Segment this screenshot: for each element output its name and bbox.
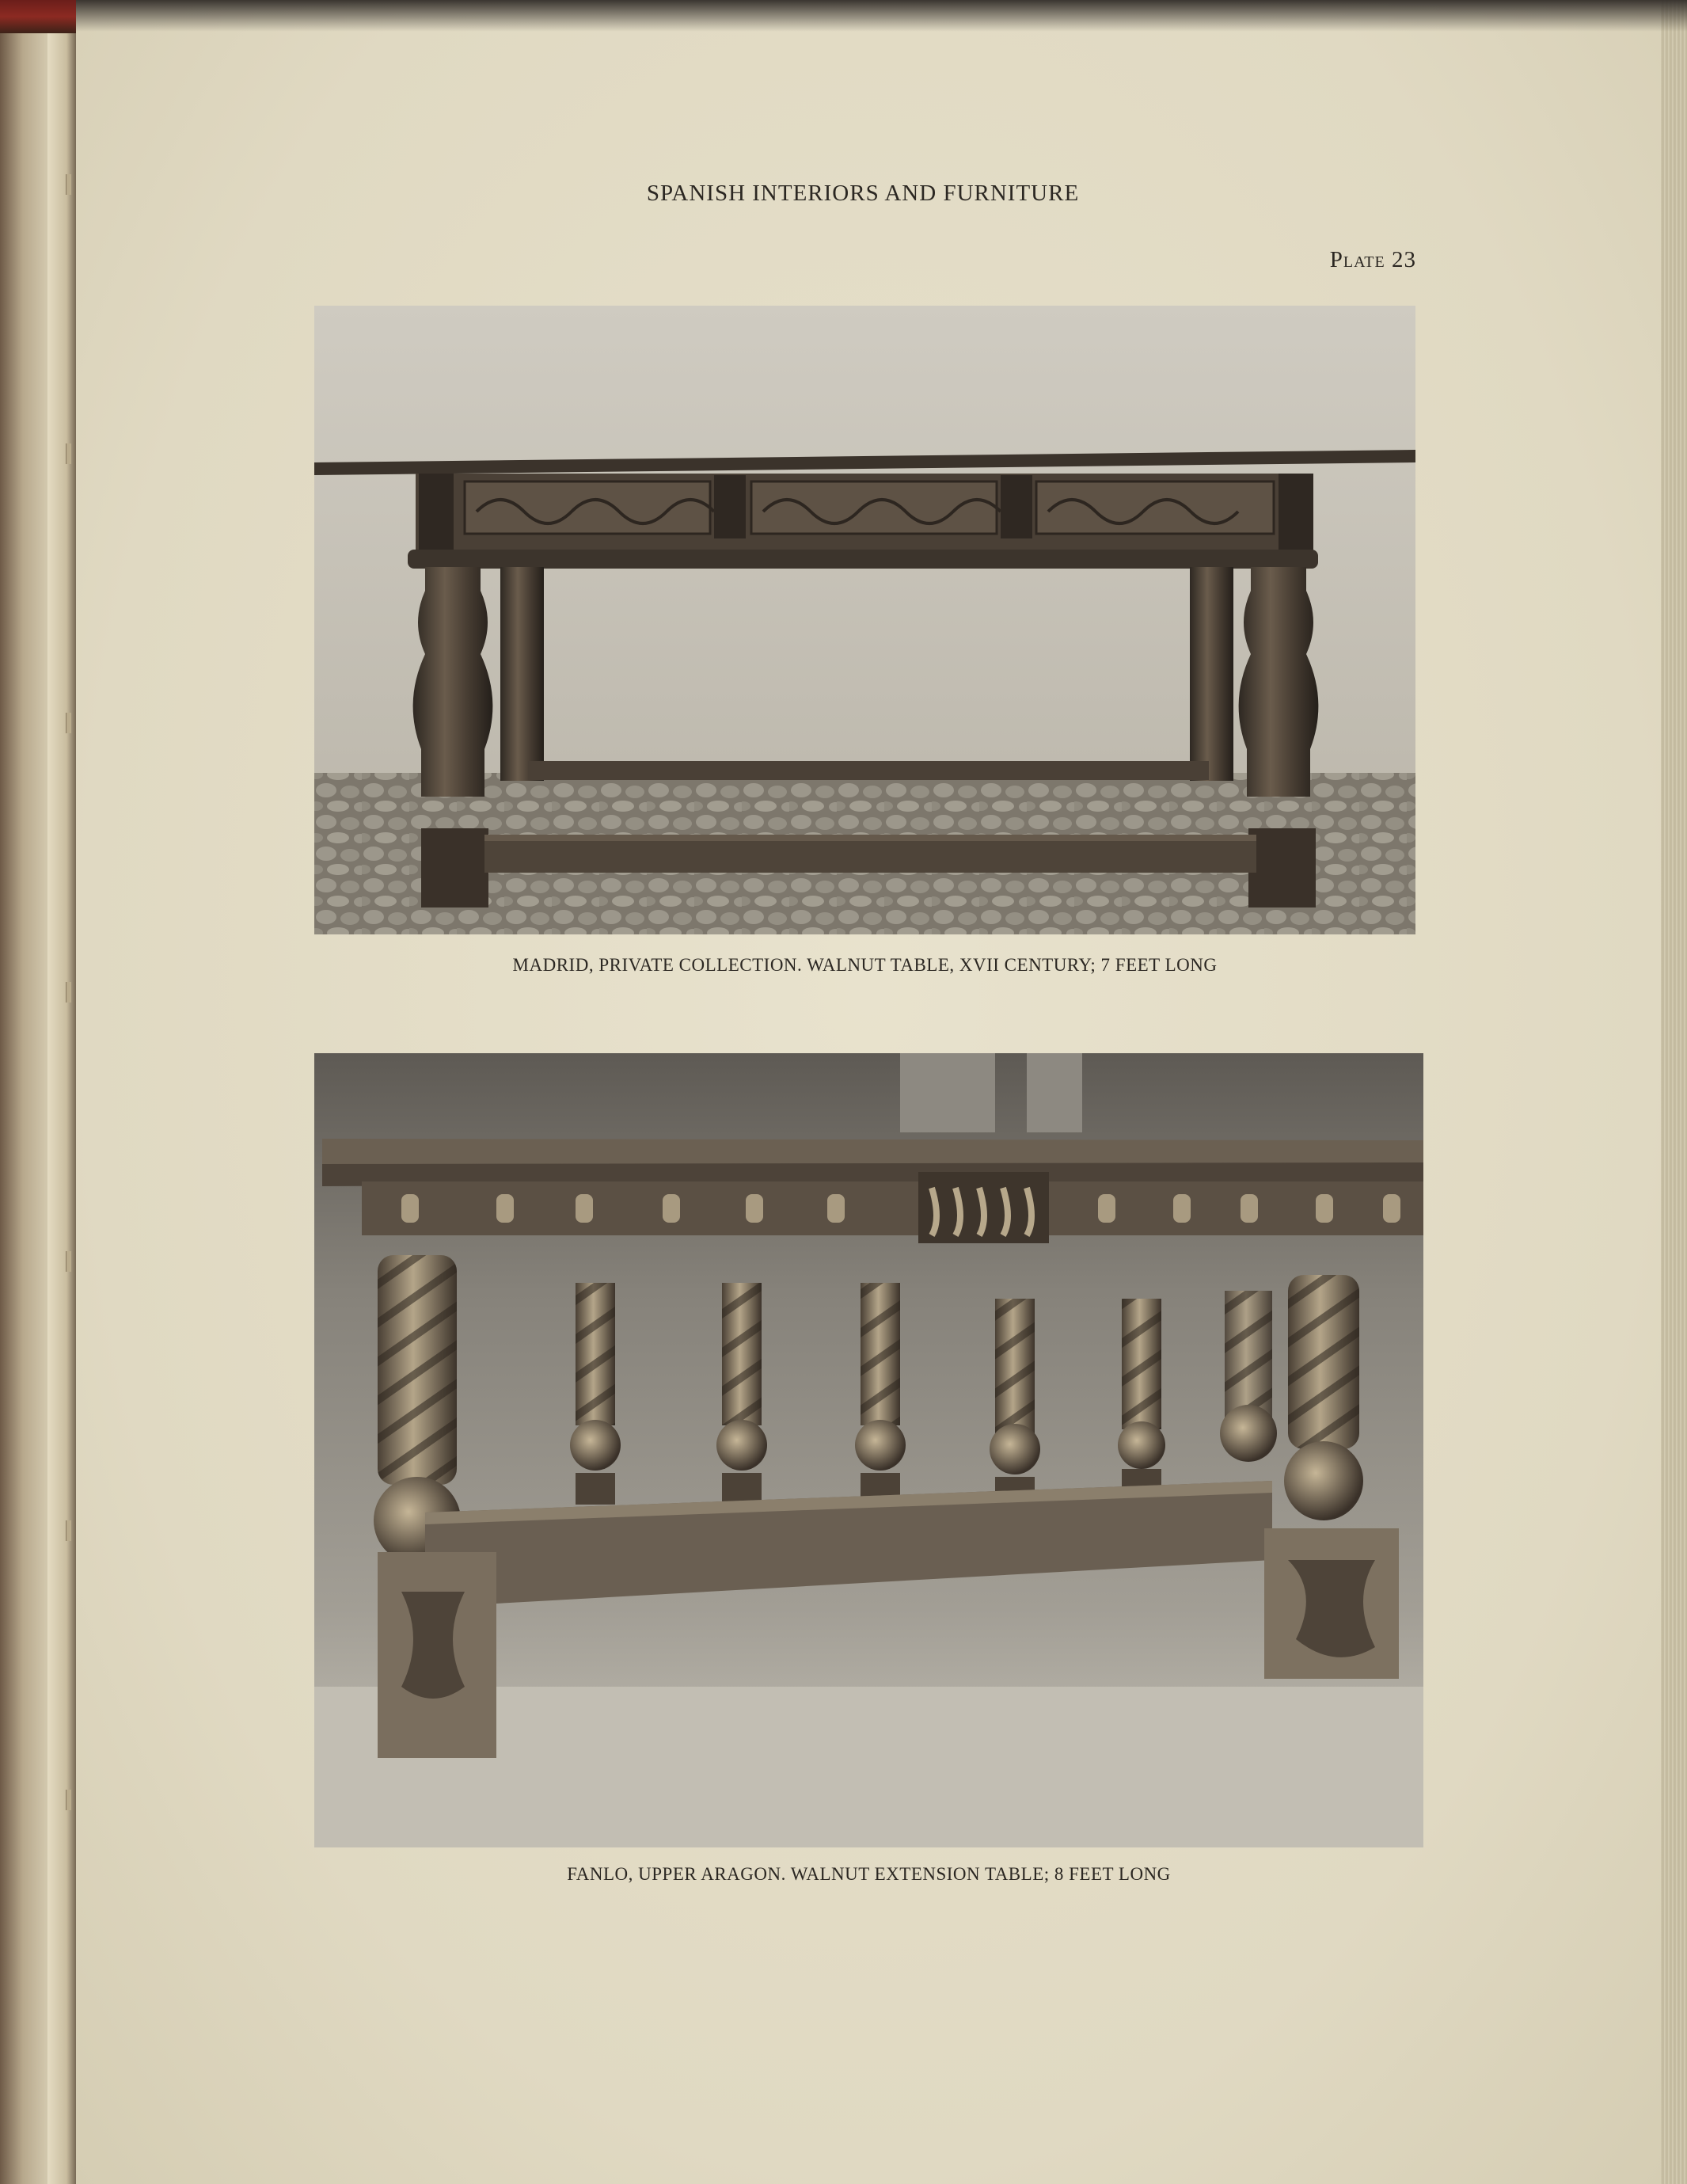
extension-table-photo [314, 1053, 1423, 1847]
binding-stitch [66, 713, 71, 733]
page-stack-edge [1661, 0, 1687, 2184]
plate-number: Plate 23 [1329, 247, 1416, 272]
running-head: SPANISH INTERIORS AND FURNITURE [646, 181, 1080, 206]
binding-stitch [66, 1520, 71, 1541]
plate-caption: MADRID, PRIVATE COLLECTION. WALNUT TABLE, XVII CENTURY; 7 FEET LONG [512, 955, 1218, 975]
binding-stitch [66, 443, 71, 464]
binding-stitch [66, 1251, 71, 1272]
top-shadow [76, 0, 1687, 32]
binding-stitch [66, 982, 71, 1003]
book-binding [47, 0, 79, 2184]
plate-caption: FANLO, UPPER ARAGON. WALNUT EXTENSION TABLE; 8 FEET LONG [567, 1864, 1171, 1884]
binding-top-cloth [0, 0, 79, 33]
binding-stitch [66, 1790, 71, 1810]
walnut-table-photo [314, 306, 1415, 934]
